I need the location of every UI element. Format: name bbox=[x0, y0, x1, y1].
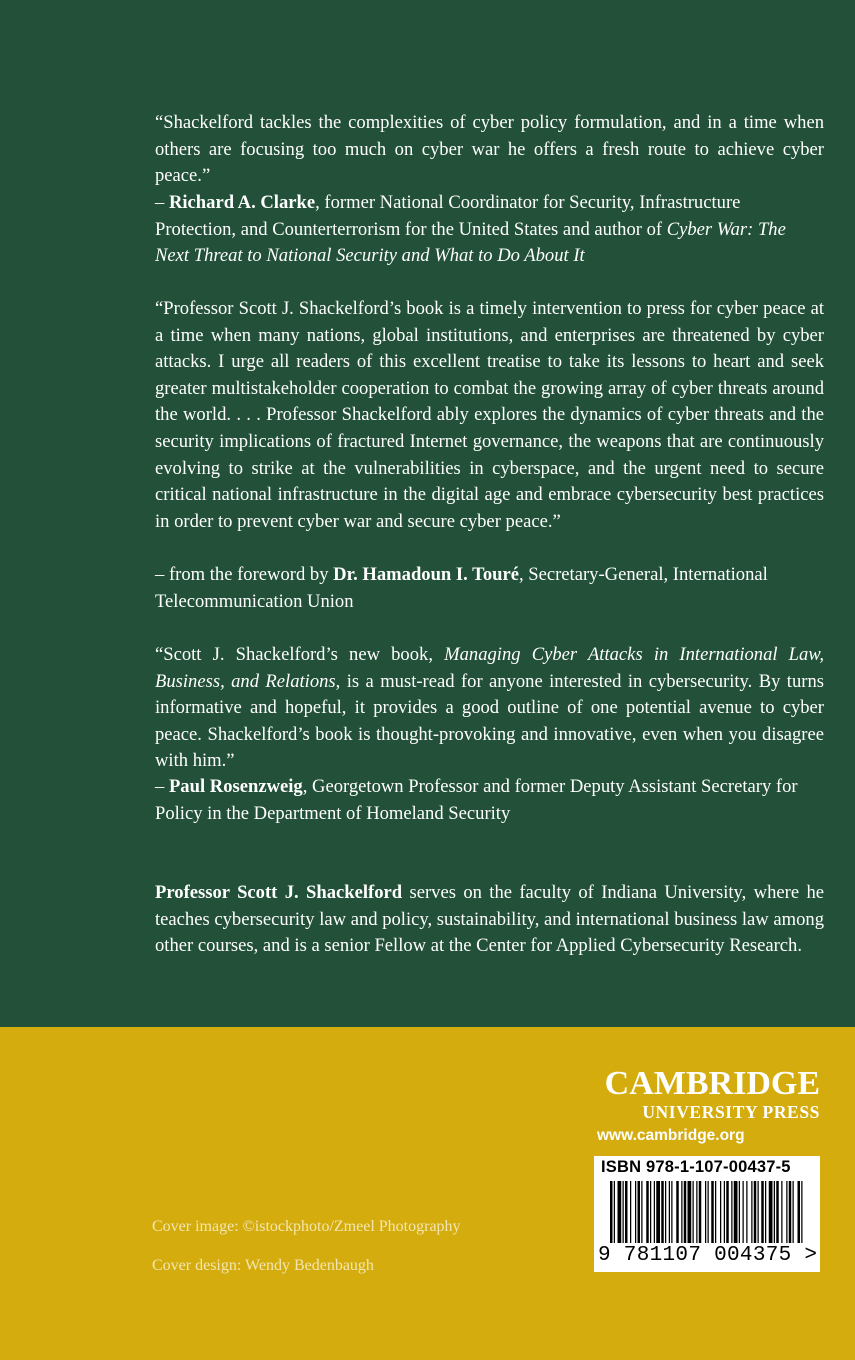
barcode-bar bbox=[625, 1181, 628, 1243]
barcode-bar bbox=[650, 1181, 651, 1243]
barcode-bar bbox=[793, 1181, 794, 1243]
isbn-barcode bbox=[594, 1156, 820, 1272]
barcode-bar bbox=[705, 1181, 706, 1243]
barcode-bar bbox=[688, 1181, 692, 1243]
endorser-name: Dr. Hamadoun I. Touré bbox=[333, 564, 519, 585]
endorsement-quote-clarke: “Shackelford tackles the complexities of cyber policy formulation, and in a time when others are focusing too much on cyber war he offers a fresh route to achieve cyber peace.” bbox=[155, 112, 824, 187]
barcode-bar bbox=[635, 1181, 636, 1243]
barcode-bar bbox=[676, 1181, 679, 1243]
publisher-website: www.cambridge.org bbox=[597, 1127, 745, 1144]
endorsement-quote-rosenzweig: “Scott J. Shackelford’s new book, Managing Cyber Attacks in International Law, Business, and Relations, is a must-read for anyone interested in cybersecurity. By turns informative and hopeful, it provides a good outline of one potential avenue to cyber peace. Shackelford’s book is thought-provoking and innovative, even when you disagree with him.” bbox=[155, 644, 824, 772]
barcode-bar bbox=[656, 1181, 660, 1243]
endorsement-attribution-toure: – from the foreword by Dr. Hamadoun I. Touré, Secretary-General, International Telecommunication Union bbox=[155, 564, 768, 612]
barcode-bar bbox=[726, 1181, 729, 1243]
barcode-bar bbox=[641, 1181, 642, 1243]
barcode-bar bbox=[630, 1181, 631, 1243]
barcode-bar bbox=[751, 1181, 752, 1243]
book-title: Cyber War: The Next Threat to National Security and What to Do About It bbox=[155, 218, 786, 267]
publisher-logo-name: CAMBRIDGE bbox=[604, 1065, 820, 1102]
barcode-bar bbox=[724, 1181, 725, 1243]
barcode-bar bbox=[661, 1181, 664, 1243]
cover-design-credit: Cover design: Wendy Bedenbaugh bbox=[152, 1257, 374, 1274]
barcode-bar bbox=[681, 1181, 682, 1243]
barcode-bar bbox=[743, 1181, 744, 1243]
barcode-bar bbox=[669, 1181, 670, 1243]
barcode-bar bbox=[765, 1181, 766, 1243]
endorsement-quote-toure: “Professor Scott J. Shackelford’s book is a timely intervention to press for cyber peace at a time when many nations, global institutions, and enterprises are threatened by cyber attacks. I urge all readers of this excellent treatise to take its lessons to heart and seek greater multistakeholder cooperation to combat the growing array of cyber threats around the world. . . . Professor Shackelford ably explores the dynamics of cyber threats and the security implications of fractured Internet governance, the weapons that are continuously evolving to strike at the vulnerabilities in cyberspace, and the urgent need to secure critical national infrastructure in the digital age and embrace cybersecurity best practices in order to prevent cyber war and secure cyber peace.” bbox=[155, 298, 824, 532]
barcode-bar bbox=[786, 1181, 787, 1243]
endorser-name: Richard A. Clarke bbox=[168, 192, 316, 213]
barcode-bar bbox=[734, 1181, 738, 1243]
barcode-bar bbox=[731, 1181, 732, 1243]
barcode-bar bbox=[758, 1181, 759, 1243]
barcode-bar bbox=[761, 1181, 764, 1243]
barcode-bar bbox=[693, 1181, 694, 1243]
barcode-bar bbox=[646, 1181, 649, 1243]
barcode-digits: 9 781107 004375 > bbox=[598, 1244, 818, 1267]
barcode-bar bbox=[781, 1181, 782, 1243]
barcode-bar bbox=[789, 1181, 792, 1243]
barcode-bar bbox=[671, 1181, 672, 1243]
endorsement-attribution-rosenzweig: – Paul Rosenzweig, Georgetown Professor and former Deputy Assistant Secretary for Policy in the Department of Homeland Security bbox=[155, 776, 798, 824]
barcode-bar bbox=[746, 1181, 747, 1243]
barcode-bar bbox=[776, 1181, 779, 1243]
barcode-bar bbox=[754, 1181, 757, 1243]
barcode-bar bbox=[769, 1181, 773, 1243]
barcode-bar bbox=[774, 1181, 775, 1243]
barcode-bar bbox=[638, 1181, 641, 1243]
barcode-bar bbox=[801, 1181, 802, 1243]
barcode-bar bbox=[699, 1181, 702, 1243]
barcode-bar bbox=[739, 1181, 740, 1243]
barcode-bar bbox=[708, 1181, 709, 1243]
endorser-name: Paul Rosenzweig bbox=[168, 776, 303, 797]
barcode-bar bbox=[711, 1181, 714, 1243]
barcode-bars bbox=[610, 1181, 804, 1243]
barcode-bar bbox=[623, 1181, 624, 1243]
book-title: Managing Cyber Attacks in International Law, Business, and Relations bbox=[155, 644, 824, 692]
publisher-logo-subname: UNIVERSITY PRESS bbox=[642, 1102, 820, 1122]
barcode-bar bbox=[610, 1181, 613, 1243]
barcode-bar bbox=[614, 1181, 615, 1243]
cover-image-credit: Cover image: ©istockphoto/Zmeel Photography bbox=[152, 1218, 461, 1235]
author-name: Professor Scott J. Shackelford bbox=[155, 882, 403, 903]
barcode-bar bbox=[665, 1181, 666, 1243]
barcode-bar bbox=[798, 1181, 801, 1243]
isbn-label: ISBN 978-1-107-00437-5 bbox=[601, 1158, 791, 1176]
barcode-bar bbox=[618, 1181, 622, 1243]
endorsement-attribution-clarke: – Richard A. Clarke, former National Coordinator for Security, Infrastructure Protection, and Counterterrorism for the United States and author of Cyber War: The Next Threat to National Security and What to Do About It bbox=[155, 192, 786, 267]
author-bio: Professor Scott J. Shackelford serves on the faculty of Indiana University, where he teaches cybersecurity law and policy, sustainability, and international business law among other courses, and is a senior Fellow at the Center for Applied Cybersecurity Research. bbox=[155, 882, 824, 957]
barcode-bar bbox=[720, 1181, 721, 1243]
barcode-bar bbox=[696, 1181, 697, 1243]
barcode-bar bbox=[654, 1181, 655, 1243]
barcode-bar bbox=[715, 1181, 716, 1243]
barcode-bar bbox=[684, 1181, 687, 1243]
